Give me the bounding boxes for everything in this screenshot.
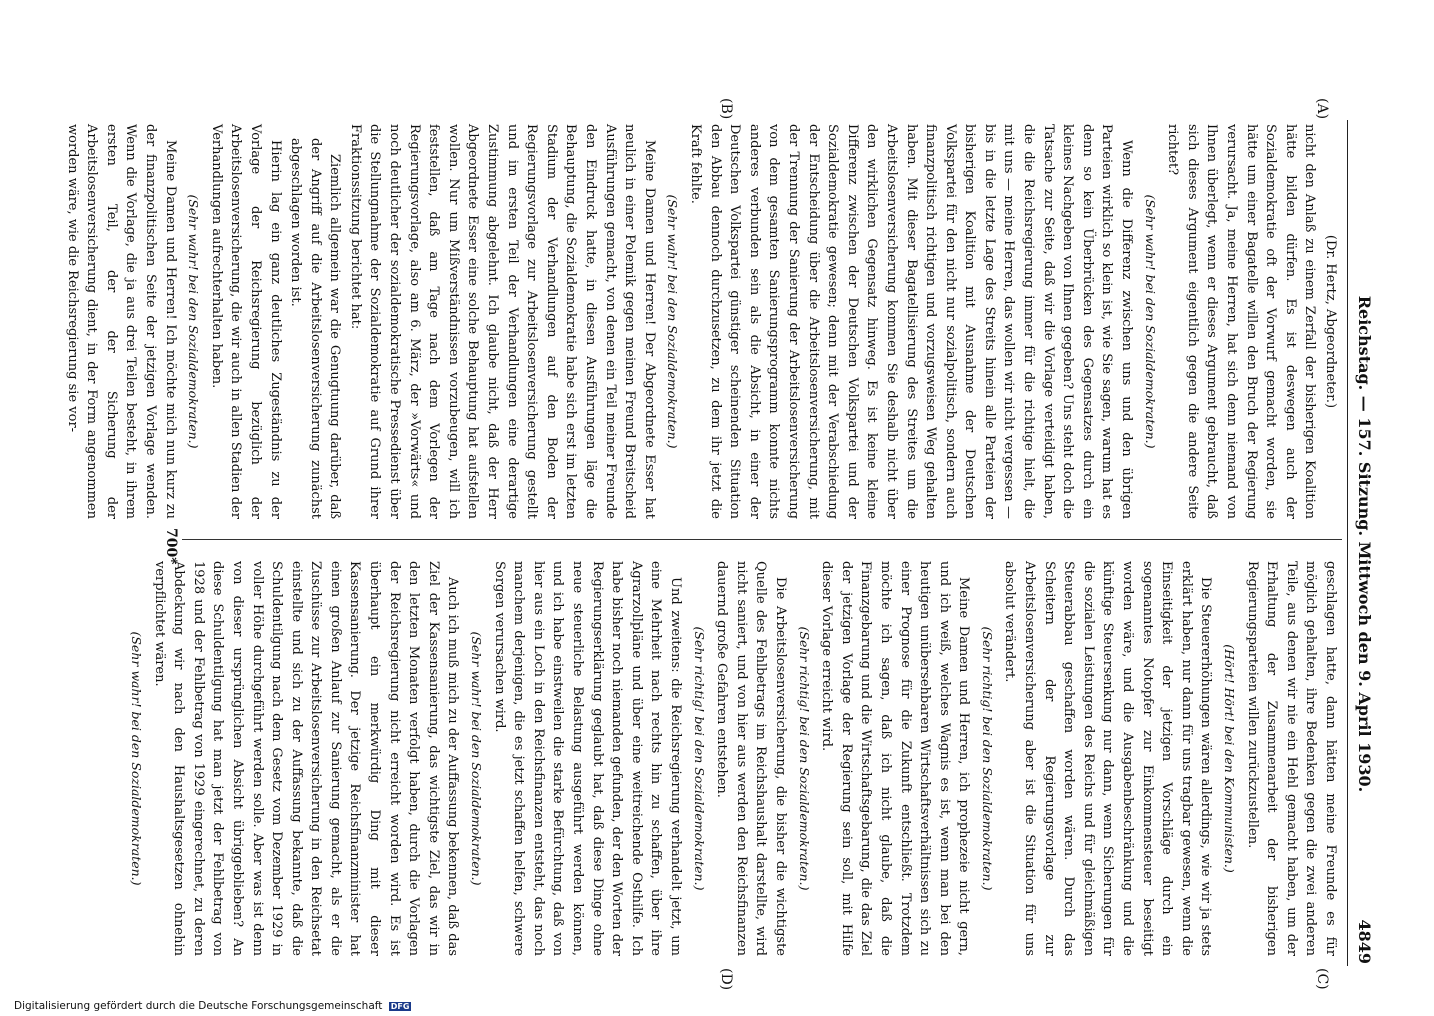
- paragraph: Hierin lag ein ganz deutliches Zugeständnis zu der Vorlage der Reichsregierung bezüglich der Arbeitslosenversicherung, die wir auch in allen Stadien der Verhandlungen aufrechterhalten haben.: [208, 124, 283, 519]
- right-column: [128, 561, 1340, 956]
- paragraph: Und zweitens: die Reichsregierung verhandelt jetzt, um eine Mehrheit nach rechts hin zu schaffen, über ihre Agrarzollpläne und über eine weitreichende Osthilfe. Ich habe bisher noch niemanden gefunden, der den Worten der Regierungserklärung geglaubt hat, daß diese Dinge ohne neue steuerliche Belastung ausgeführt werden können, und ich habe einstweilen die starke Befürchtung, daß von hier aus ein Loch in den Reichsfinanzen entsteht, das noch manchem derjenigen, die es jetzt schaffen helfen, schwere Sorgen verursachen wird.: [491, 561, 683, 956]
- interjection: (Sehr richtig! bei den Sozialdemokraten.): [691, 626, 707, 891]
- interjection: (Sehr richtig! bei den Sozialdemokraten.): [979, 626, 995, 891]
- paragraph: geschlagen hatte, dann hätten meine Freunde es für möglich gehalten, ihre Bedenken gegen die zwei anderen Teile, aus denen wir nie ein Hehl gemacht haben, um der Erhaltung der Zusammenarbeit der bisherigen Regierungsparteien willen zurückzustellen.: [1244, 561, 1338, 956]
- digitization-note: [14, 1000, 1414, 1016]
- paragraph: Auch ich muß mich zu der Auffassung bekennen, daß das Ziel der Kassensanierung, das wichtigste Ziel, das wir in den letzten Monaten verfolgt haben, durch die Vorlagen der Reichsregierung nicht erreicht worden wird. Es ist überhaupt ein merkwürdig Ding mit dieser Kassensanierung. Der jetzige Reichsfinanzminister hat einen großen Anlauf zur Sanierung gemacht, als er die Zuschüsse zur Arbeitslosenversicherung in den Reichsetat einstellte und sich zu der Auffassung bekannte, daß die Schuldentilgung nach dem Gesetz vom Dezember 1929 in voller Höhe durchgeführt werden solle. Aber was ist denn von dieser ursprünglichen Absicht übriggeblieben? An diese Schuldentilgung hat man jetzt der Fehlbetrag von 1928 und der Fehlbetrag von 1929 eingerechnet, zu deren Abdeckung wir nach den Haushaltsgesetzen ohnehin verpflichtet wären.: [151, 561, 461, 956]
- interjection: (Sehr wahr! bei den Sozialdemokraten.): [1142, 194, 1158, 449]
- digitization-note-text: Digitalisierung gefördert durch die Deutsche Forschungsgemeinschaft: [14, 1000, 383, 1012]
- quotation: Ziemlich allgemein war die Genugtuung darüber, daß der Angriff auf die Arbeitslosenversicherung zunächst abgeschlagen worden ist.: [288, 138, 343, 519]
- left-column: [64, 124, 1340, 519]
- speaker-line: (Dr. Hertz, Abgeordneter.): [1323, 234, 1338, 409]
- margin-letter-a: (A): [1314, 98, 1330, 120]
- paragraph: Die Steuererhöhungen wären allerdings, wie wir ja stets erklärt haben, nur dann für uns tragbar gewesen, wenn die Einseitigkeit der jetzigen Vorschläge durch ein sogenanntes Notopfer zur Einkommensteuer beseitigt worden wäre, und die Ausgabenbeschränkung und die künftige Steuersenkung nur dann, wenn Sicherungen für die sozialen Leistungen des Reichs und für gleichmäßigen Steuerabbau geschaffen worden wären. Durch das Scheitern der Regierungsvorlage zur Arbeitslosenversicherung aber ist die Situation für uns absolut verändert.: [1002, 561, 1214, 956]
- running-header: [1352, 124, 1374, 964]
- paragraph: Meine Damen und Herren, ich prophezeie nicht gern, und ich weiß, welches Wagnis es ist, wenn man bei den heutigen unübersehbaren Wirtschaftsverhältnissen sich zu einer Prognose für die Zukunft entschließt. Trotzdem möchte ich sagen, daß ich nicht glaube, daß die Finanzgebarung und die Wirtschaftsgebarung, die das Ziel der jetzigen Vorlage der Regierung sein soll, mit Hilfe dieser Vorlage erreicht wird.: [819, 561, 972, 956]
- header-rule: [1347, 120, 1348, 966]
- dfg-logo: DFG: [390, 1002, 410, 1011]
- paragraph: Die Arbeitslosenversicherung, die bisher die wichtigste Quelle des Fehlbetrags im Reichshaushalt darstellte, wird nicht saniert, und von hier aus werden den Reichsfinanzen dauernd große Gefahren entstehen.: [714, 561, 788, 956]
- interjection: (Sehr wahr! bei den Sozialdemokraten.): [128, 631, 144, 886]
- interjection: (Sehr wahr! bei den Sozialdemokraten.): [469, 631, 485, 886]
- paragraph: Meine Damen und Herren! Ich möchte mich nun kurz zu der finanzpolitischen Seite der jetzigen Vorlage wenden. Wenn die Vorlage, die ja aus drei Teilen besteht, in ihrem ersten Teil, der der Sicherung der Arbeitslosenversicherung dient, in der Form angenommen worden wäre, wie die Reichsregierung sie vor-: [64, 124, 178, 519]
- header-title: Reichstag. — 157. Sitzung. Mittwoch den 9. April 1930.: [1355, 295, 1374, 793]
- paragraph: nicht den Anlaß zu einem Zerfall der bisherigen Koalition hätte bilden dürfen. Es ist deswegen auch der Sozialdemokratie oft der Vorwurf gemacht worden, sie hätte um einer Bagatelle willen den Bruch der Regierung verursacht. Ja, meine Herren, hat sich denn niemand von Ihnen überlegt, wenn er dieses Argument gebraucht, daß sich dieses Argument eigentlich gegen die andere Seite richtet?: [1165, 124, 1318, 519]
- page-number: 4849: [1355, 919, 1374, 964]
- paragraph: Meine Damen und Herren! Der Abgeordnete Esser hat neulich in einer Polemik gegen meinen Freund Breitscheid Ausführungen gemacht, von denen ein Teil meiner Freunde den Eindruck hatte, in diesen Ausführungen läge die Behauptung, die Sozialdemokratie habe sich erst im letzten Stadium der Verhandlungen auf den Boden der Regierungsvorlage zur Arbeitslosenversicherung gestellt und im ersten Teil der Verhandlungen eine derartige Zustimmung abgelehnt. Ich glaube nicht, daß der Herr Abgeordnete Esser eine solche Behauptung hat aufstellen wollen. Nur um Mißverständnissen vorzubeugen, will ich feststellen, daß am Tage nach dem Vorlegen der Regierungsvorlage, also am 6. März, der »Vorwärts« und noch deutlicher der sozialdemokratische Pressedienst über die Stellungnahme der Sozialdemokratie auf Grund ihrer Fraktionssitzung berichtet hat:: [347, 124, 657, 519]
- sheet-number: 700*: [163, 528, 179, 565]
- interjection: (Hört! Hört! bei den Kommunisten.): [1222, 644, 1238, 873]
- margin-letter-b: (B): [718, 98, 734, 120]
- interjection: (Sehr richtig! bei den Sozialdemokraten.): [796, 626, 812, 891]
- interjection: (Sehr wahr! bei den Sozialdemokraten.): [186, 194, 202, 449]
- interjection: (Sehr wahr! bei den Sozialdemokraten.): [665, 194, 681, 449]
- column-divider: [182, 539, 1342, 540]
- paragraph: Wenn die Differenz zwischen uns und den übrigen Parteien wirklich so klein ist, wie Sie sagen, warum hat es denn so kein Überbrücken des Gegensatzes durch ein kleines Nachgeben von Ihnen gegeben? Uns steht doch die Tatsache zur Seite, daß wir die Vorlage verteidigt haben, die die Reichsregierung immer für die richtige hielt, die mit uns — meine Herren, das wollen wir nicht vergessen — bis in die letzte Lage des Streits hinein alle Parteien der bisherigen Koalition mit Ausnahme der Deutschen Volkspartei für den nicht nur sozialpolitisch, sondern auch finanzpolitisch richtigen und vorzugsweisen Weg gehalten haben. Mit dieser Bagatellisierung des Streites um die Arbeitslosenversicherung kommen Sie deshalb nicht über den wirklichen Gegensatz hinweg. Es ist keine kleine Differenz zwischen der Deutschen Volkspartei und der Sozialdemokratie gewesen; denn mit der Verabschiedung der Entscheidung über die Arbeitslosenversicherung, mit der Trennung der Sanierung der Arbeitslosenversicherung von dem gesamten Sanierungsprogramm konnte nichts anderes verbunden sein als die Absicht, in einer der Deutschen Volkspartei günstiger scheinenden Situation den Abbau dennoch durchzusetzen, zu dem ihr jetzt die Kraft fehlte.: [688, 124, 1135, 519]
- margin-letter-d: (D): [718, 968, 734, 991]
- margin-letter-c: (C): [1314, 968, 1330, 990]
